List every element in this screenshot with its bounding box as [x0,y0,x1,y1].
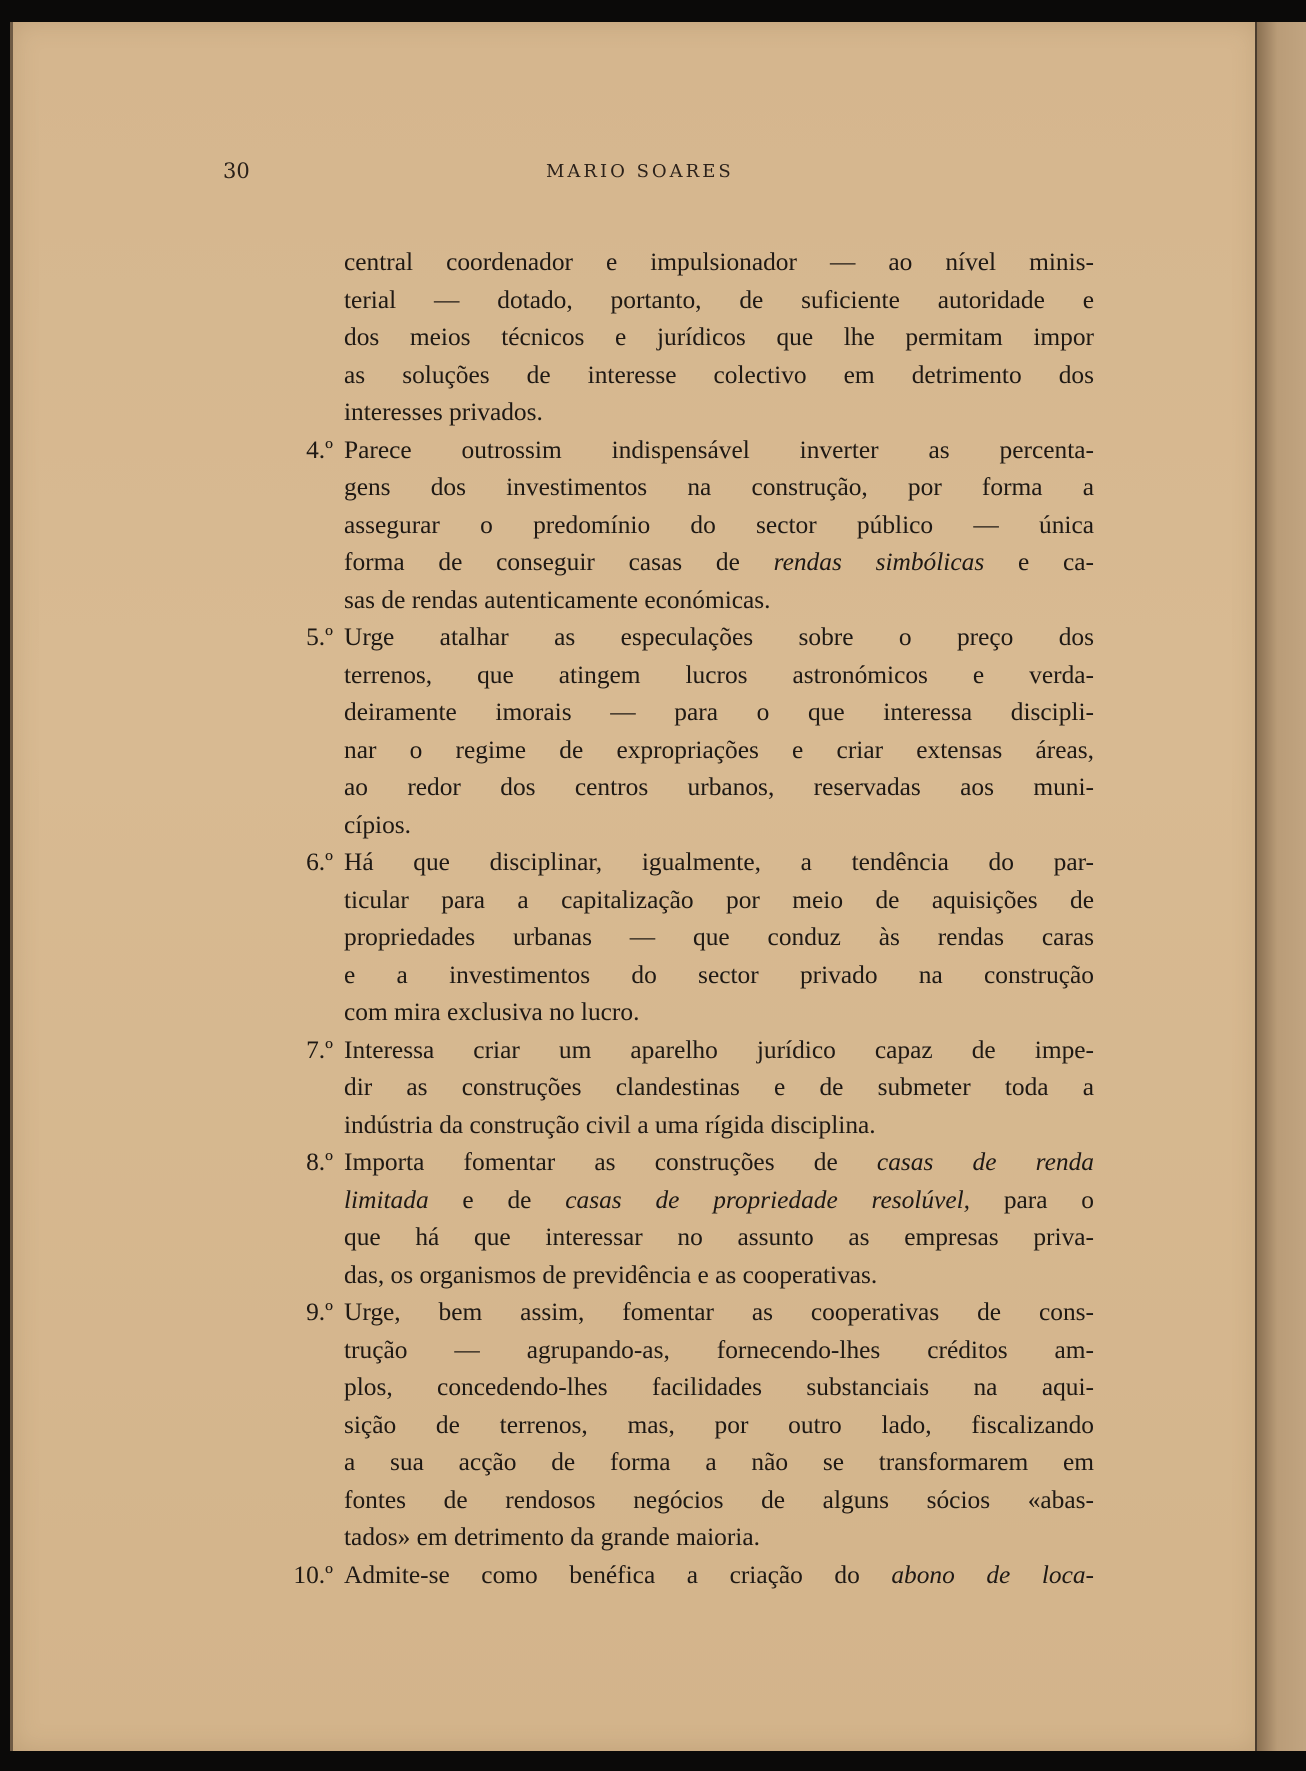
text-run: fontes de rendosos negócios de alguns sócios «abas- [344,1485,1094,1514]
numbered-paragraph [13,432,1258,620]
text-line [344,1557,1094,1595]
text-line [344,1294,1094,1332]
text-run: dos meios técnicos e jurídicos que lhe permitam impor [344,323,1094,351]
text-run: tados» em detrimento da grande maioria. [344,1523,760,1551]
text-run: Parece outrossim indispensável inverter as percenta- [344,435,1094,464]
text-run: e ca- [984,548,1095,576]
text-line [344,1407,1094,1445]
text-line [344,244,1094,282]
text-run: Urge atalhar as especulações sobre o preço dos [344,623,1094,651]
text-line [344,994,1094,1032]
text-run: nar o regime de expropriações e criar extensas áreas, [344,735,1094,764]
text-run: a sua acção de forma a não se transformarem em [344,1448,1094,1476]
text-run: ticular para a capitalização por meio de aquisições de [344,885,1094,914]
text-line [344,1182,1094,1220]
paragraph-text [344,244,1094,432]
body-text [13,244,1258,1594]
text-run: propriedades urbanas — que conduz às rendas caras [344,923,1094,951]
text-line [344,694,1094,732]
paragraph-text [344,432,1094,620]
text-line [344,1144,1094,1182]
page-header [13,159,1258,185]
text-line [344,619,1094,657]
text-run: Urge, bem assim, fomentar as cooperativas de cons- [344,1298,1094,1326]
text-run: interesses privados. [344,398,543,426]
paragraph-number: 8.º [306,1148,333,1176]
text-line [344,844,1094,882]
text-line [344,1444,1094,1482]
numbered-paragraph [13,844,1258,1032]
text-run: terrenos, que atingem lucros astronómicos e verda- [344,660,1094,689]
numbered-paragraph [13,619,1258,844]
paragraph [13,244,1258,432]
text-run: e a investimentos do sector privado na construção [344,960,1094,989]
paragraph-number: 5.º [306,623,333,651]
numbered-paragraph [13,1557,1258,1595]
text-line [344,732,1094,770]
text-line [344,769,1094,807]
page-number: 30 [223,159,250,183]
paragraph-text [344,844,1094,1032]
text-run: Há que disciplinar, igualmente, a tendência do par- [344,848,1094,876]
numbered-paragraph [13,1294,1258,1557]
text-run: terial — dotado, portanto, de suficiente autoridade e [344,285,1094,314]
paragraph-text [344,619,1094,844]
text-run: ao redor dos centros urbanos, reservadas aos muni- [344,773,1094,801]
text-run: as soluções de interesse colectivo em detrimento dos [344,360,1094,389]
italic-text: limitada [344,1185,429,1214]
text-run: Admite-se como benéfica a criação do [344,1560,892,1589]
text-line [344,657,1094,695]
text-line [344,1219,1094,1257]
text-run: que há que interessar no assunto as empresas priva- [344,1223,1094,1251]
text-line [344,1107,1094,1145]
text-run: central coordenador e impulsionador — ao nível minis- [344,248,1094,276]
italic-text: casas de renda [876,1148,1094,1176]
paragraph-text [344,1294,1094,1557]
text-run: Interessa criar um aparelho jurídico capaz de impe- [344,1035,1094,1064]
text-line [344,507,1094,545]
text-line [344,807,1094,845]
text-run: gens dos investimentos na construção, por forma a [344,473,1094,501]
italic-text: rendas simbólicas [773,548,985,576]
text-run: sas de rendas autenticamente económicas. [344,585,771,614]
paragraph-text [344,1144,1094,1294]
text-line [344,357,1094,395]
text-run: indústria da construção civil a uma rígida disciplina. [344,1110,876,1139]
paragraph-number: 10.º [293,1560,333,1589]
text-run: Importa fomentar as construções de [344,1148,877,1176]
text-run: sição de terrenos, mas, por outro lado, fiscalizando [344,1410,1094,1439]
numbered-paragraph [13,1144,1258,1294]
text-line [344,919,1094,957]
next-page-edge [1255,22,1306,1751]
text-run: assegurar o predomínio do sector público — única [344,510,1094,539]
text-run: forma de conseguir casas de [344,548,774,576]
text-line [344,882,1094,920]
running-title: MARIO SOARES [546,161,734,182]
text-line [344,1332,1094,1370]
text-run: trução — agrupando-as, fornecendo-lhes créditos am- [344,1335,1094,1364]
text-line [344,1482,1094,1520]
text-line [344,582,1094,620]
paragraph-number: 6.º [306,848,333,876]
text-run: e de [428,1185,566,1214]
text-line [344,1032,1094,1070]
text-line [344,319,1094,357]
text-line [344,1069,1094,1107]
text-run: para o [970,1185,1094,1214]
text-line [344,1519,1094,1557]
text-run: dir as construções clandestinas e de submeter toda a [344,1073,1094,1101]
text-line [344,282,1094,320]
numbered-paragraph [13,1032,1258,1145]
text-run: com mira exclusiva no lucro. [344,998,640,1026]
text-run: das, os organismos de previdência e as cooperativas. [344,1260,878,1289]
text-run: cípios. [344,810,411,839]
paragraph-text [344,1557,1094,1595]
text-line [344,432,1094,470]
italic-text: abono de loca- [891,1560,1094,1589]
text-run: plos, concedendo-lhes facilidades substanciais na aqui- [344,1373,1094,1401]
text-run: deiramente imorais — para o que interessa discipli- [344,698,1094,726]
text-line [344,957,1094,995]
paragraph-text [344,1032,1094,1145]
text-line [344,469,1094,507]
paragraph-number: 4.º [306,435,333,464]
paragraph-number: 7.º [306,1035,333,1064]
italic-text: casas de propriedade resolúvel, [565,1185,971,1214]
text-line [344,394,1094,432]
text-line [344,544,1094,582]
text-line [344,1369,1094,1407]
paragraph-number: 9.º [306,1298,333,1326]
text-line [344,1257,1094,1295]
book-page [10,22,1258,1751]
